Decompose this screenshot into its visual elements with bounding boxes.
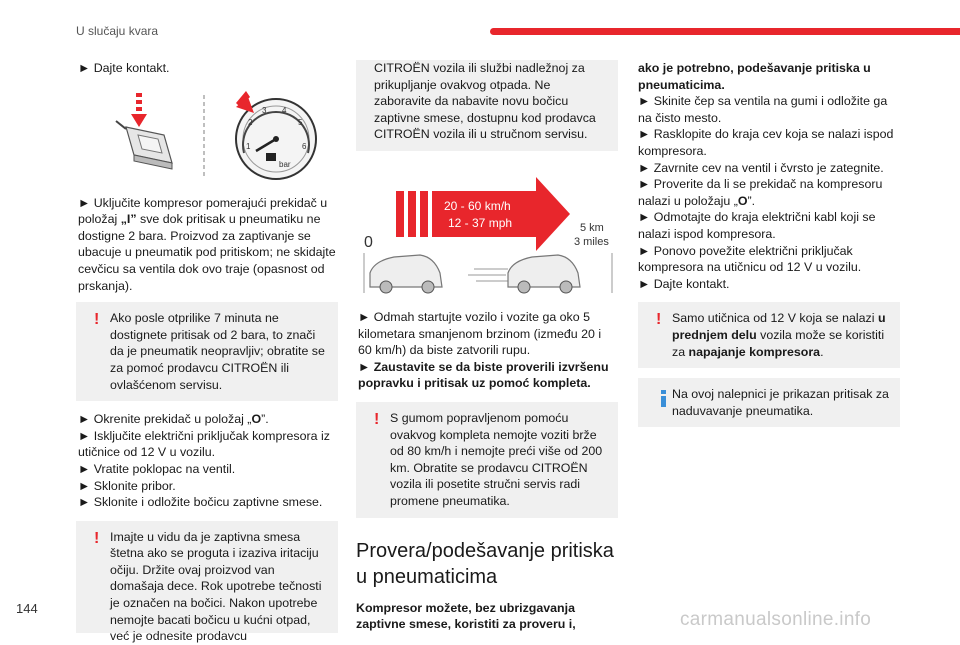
step-unwind-cable: ► Odmotajte do kraja električni kabl koji se nalazi ispod kompresora. bbox=[638, 209, 900, 242]
warning-exclamation-icon: ! bbox=[94, 529, 100, 547]
gauge-label-2: 2 bbox=[248, 117, 253, 127]
gauge-label-5: 5 bbox=[298, 117, 303, 127]
gauge-unit-label: bar bbox=[279, 159, 291, 169]
step-check-switch: ► Proverite da li se prekidač na kompresoru nalazi u položaju „O”. bbox=[638, 176, 900, 209]
section-intro-continued: ako je potrebno, podešavanje pritiska u pneumaticima. bbox=[638, 61, 871, 92]
page-number: 144 bbox=[16, 601, 38, 616]
gauge-label-4: 4 bbox=[282, 105, 287, 115]
step-stow-bottle: ► Sklonite i odložite bočicu zaptivne smese. bbox=[78, 494, 338, 511]
distance-miles-label: 3 miles bbox=[574, 235, 609, 248]
speed-kmh-label: 20 - 60 km/h bbox=[444, 198, 511, 213]
step-screw-hose: ► Zavrnite cev na ventil i čvrsto je zategnite. bbox=[638, 160, 900, 177]
speed-distance-figure bbox=[356, 169, 618, 297]
step-switch-off: ► Okrenite prekidač u položaj „O”. bbox=[78, 411, 338, 428]
step-ignition-on: ► Dajte kontakt. bbox=[78, 60, 338, 77]
warning-box-speed-limit: ! S gumom popravljenom pomoću ovakvog kompleta nemojte voziti brže od 80 km/h i nemojte preći više od 200 km. Obratite se prodavcu CITROËN vozila ili posetite stručni servis radi promene pneumatika. bbox=[356, 402, 618, 518]
step-stow-kit: ► Sklonite pribor. bbox=[78, 478, 338, 495]
gauge-label-1: 1 bbox=[246, 141, 251, 151]
section-title-pressure-check: Provera/podešavanje pritiska u pneumaticima bbox=[356, 539, 614, 588]
warning-box-front-socket: ! Samo utičnica od 12 V koja se nalazi u prednjem delu vozila može se koristiti za napajanje kompresora. bbox=[638, 302, 900, 368]
warning-box-pressure: ! Ako posle otprilike 7 minuta ne dostignete pritisak od 2 bara, to znači da je pneumatik neopravljiv; obratite se za pomoć prodavcu CITROËN ili ovlašćenom servisu. bbox=[76, 302, 338, 401]
footer-watermark: carmanualsonline.info bbox=[680, 609, 872, 630]
step-remove-valve-cap: ► Skinite čep sa ventila na gumi i odložite ga na čisto mesto. bbox=[638, 93, 900, 126]
gauge-label-6: 6 bbox=[302, 141, 307, 151]
warning-exclamation-icon: ! bbox=[374, 410, 380, 428]
step-reconnect-plug: ► Ponovo povežite električni priključak kompresora na utičnicu od 12 V u vozilu. bbox=[638, 243, 900, 276]
warning-exclamation-icon: ! bbox=[656, 311, 662, 329]
header-accent-bar bbox=[490, 28, 960, 35]
step-drive-5km: ► Odmah startujte vozilo i vozite ga oko 5 kilometara smanjenom brzinom (između 20 i 60 km/h) da biste zatvorili rupu. bbox=[358, 309, 618, 359]
warning-exclamation-icon: ! bbox=[94, 311, 100, 329]
compressor-switch-gauge-figure bbox=[76, 89, 338, 185]
section-intro: Kompresor možete, bez ubrizgavanja zaptivne smese, koristiti za proveru i, bbox=[356, 600, 576, 632]
page-header-title: U slučaju kvara bbox=[76, 24, 159, 38]
info-icon bbox=[656, 390, 672, 407]
gauge-label-3: 3 bbox=[262, 105, 267, 115]
column-2 bbox=[356, 60, 618, 633]
speed-arrow bbox=[396, 177, 570, 251]
motion-lines bbox=[468, 269, 508, 281]
step-ignition-on-2: ► Dajte kontakt. bbox=[638, 276, 900, 293]
distance-zero-label: 0 bbox=[364, 233, 373, 251]
car-icon-start bbox=[370, 255, 442, 293]
step-disconnect-plug: ► Isključite električni priključak kompresora iz utičnice od 12 V u vozilu. bbox=[78, 428, 338, 461]
column-1 bbox=[76, 60, 338, 644]
speed-mph-label: 12 - 37 mph bbox=[448, 215, 513, 230]
column-3 bbox=[638, 60, 900, 427]
car-icon-end bbox=[508, 255, 580, 293]
pressure-gauge-illustration bbox=[236, 91, 316, 179]
warning-box-sealant: ! Imajte u vidu da je zaptivna smesa štetna ako se proguta i izaziva iritaciju očiju. Držite ovaj proizvod van domašaja dece. Rok upotrebe tečnosti je označen na bočici. Nakon upotrebe nemojte bacati bočicu u kućni otpad, već je odnesite prodavcu bbox=[76, 521, 338, 633]
step-stop-check: ► Zaustavite se da biste proverili izvršenu popravku i pritisak uz pomoć kompleta. bbox=[358, 359, 618, 392]
step-replace-cap: ► Vratite poklopac na ventil. bbox=[78, 461, 338, 478]
compressor-switch-illustration bbox=[116, 93, 172, 169]
step-start-compressor: ► Uključite kompresor pomerajući prekidač u položaj „I” sve dok pritisak u pneumatiku ne dostigne 2 bara. Proizvod za zaptivanje se ubacuje u pneumatik pod pritiskom; ne skidajte cevčicu sa ventila dok ovo traje (opasnost od prskanja). bbox=[78, 195, 338, 295]
info-box-tyre-label: Na ovoj nalepnici je prikazan pritisak za naduvavanje pneumatika. bbox=[638, 378, 900, 427]
distance-km-label: 5 km bbox=[580, 221, 604, 234]
warning-box-continued: CITROËN vozila ili službi nadležnoj za prikupljanje ovakvog otpada. Ne zaboravite da nabavite novu bočicu zaptivne smese, dostupnu kod prodavca CITROËN vozila ili u stručnom servisu. bbox=[356, 60, 618, 151]
step-unfold-hose: ► Rasklopite do kraja cev koja se nalazi ispod kompresora. bbox=[638, 126, 900, 159]
